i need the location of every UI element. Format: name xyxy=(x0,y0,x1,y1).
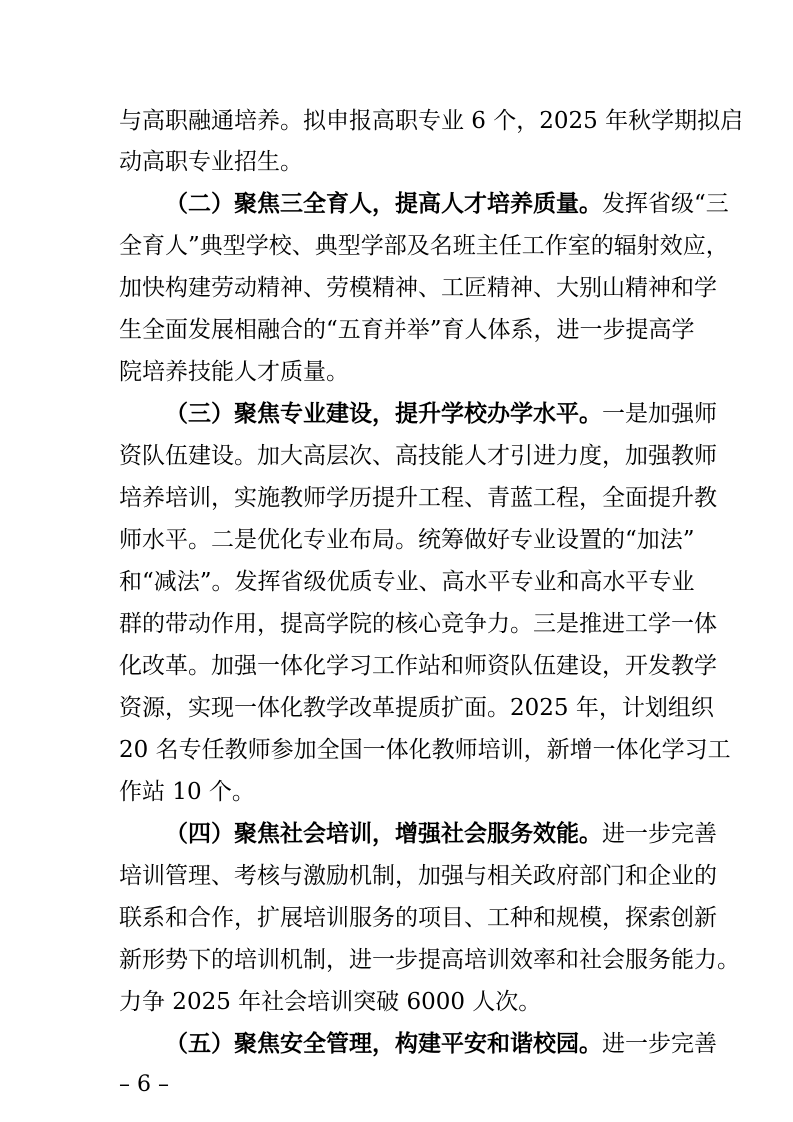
body-line: 生全面发展相融合的“五育并举”育人体系，进一步提高学 xyxy=(119,317,695,343)
body-text: 发挥省级“三 xyxy=(602,191,729,217)
body-line: 动高职专业招生。 xyxy=(119,149,303,175)
body-line: 与高职融通培养。拟申报高职专业 6 个，2025 年秋学期拟启 xyxy=(119,108,744,134)
body-line: 师水平。二是优化专业布局。统筹做好专业设置的“加法” xyxy=(119,527,695,553)
section-heading-5: （五）聚焦安全管理，构建平安和谐校园。 xyxy=(165,1030,602,1057)
body-text: 一是加强师 xyxy=(602,401,717,427)
paragraph-4-first-line xyxy=(165,819,717,849)
body-line: 群的带动作用，提高学院的核心竞争力。三是推进工学一体 xyxy=(119,611,717,637)
body-text: 进一步完善 xyxy=(602,1031,717,1057)
section-heading-3: （三）聚焦专业建设，提升学校办学水平。 xyxy=(165,400,602,427)
body-line: 力争 2025 年社会培训突破 6000 人次。 xyxy=(119,989,542,1015)
body-line: 作站 10 个。 xyxy=(119,779,255,805)
paragraph-3-first-line xyxy=(165,399,717,429)
body-line: 20 名专任教师参加全国一体化教师培训，新增一体化学习工 xyxy=(119,737,731,763)
section-heading-4: （四）聚焦社会培训，增强社会服务效能。 xyxy=(165,820,602,847)
body-line: 院培养技能人才质量。 xyxy=(119,359,349,385)
paragraph-5-first-line xyxy=(165,1029,717,1059)
body-line: 全育人”典型学校、典型学部及名班主任工作室的辐射效应， xyxy=(119,233,729,259)
body-line: 培养培训，实施教师学历提升工程、青蓝工程，全面提升教 xyxy=(119,485,717,511)
body-line: 联系和合作，扩展培训服务的项目、工种和规模，探索创新 xyxy=(119,905,717,931)
body-text: 进一步完善 xyxy=(602,821,717,847)
body-line: 加快构建劳动精神、劳模精神、工匠精神、大别山精神和学 xyxy=(119,275,717,301)
body-line: 资队伍建设。加大高层次、高技能人才引进力度，加强教师 xyxy=(119,443,717,469)
body-line: 化改革。加强一体化学习工作站和师资队伍建设，开发教学 xyxy=(119,653,717,679)
paragraph-2-first-line xyxy=(165,189,729,219)
body-line: 新形势下的培训机制，进一步提高培训效率和社会服务能力。 xyxy=(119,947,740,973)
body-line: 和“减法”。发挥省级优质专业、高水平专业和高水平专业 xyxy=(119,569,695,595)
body-line: 培训管理、考核与激励机制，加强与相关政府部门和企业的 xyxy=(119,863,717,889)
body-line: 资源，实现一体化教学改革提质扩面。2025 年，计划组织 xyxy=(119,695,714,721)
page-number: – 6 – xyxy=(119,1072,169,1097)
section-heading-2: （二）聚焦三全育人，提高人才培养质量。 xyxy=(165,190,602,217)
